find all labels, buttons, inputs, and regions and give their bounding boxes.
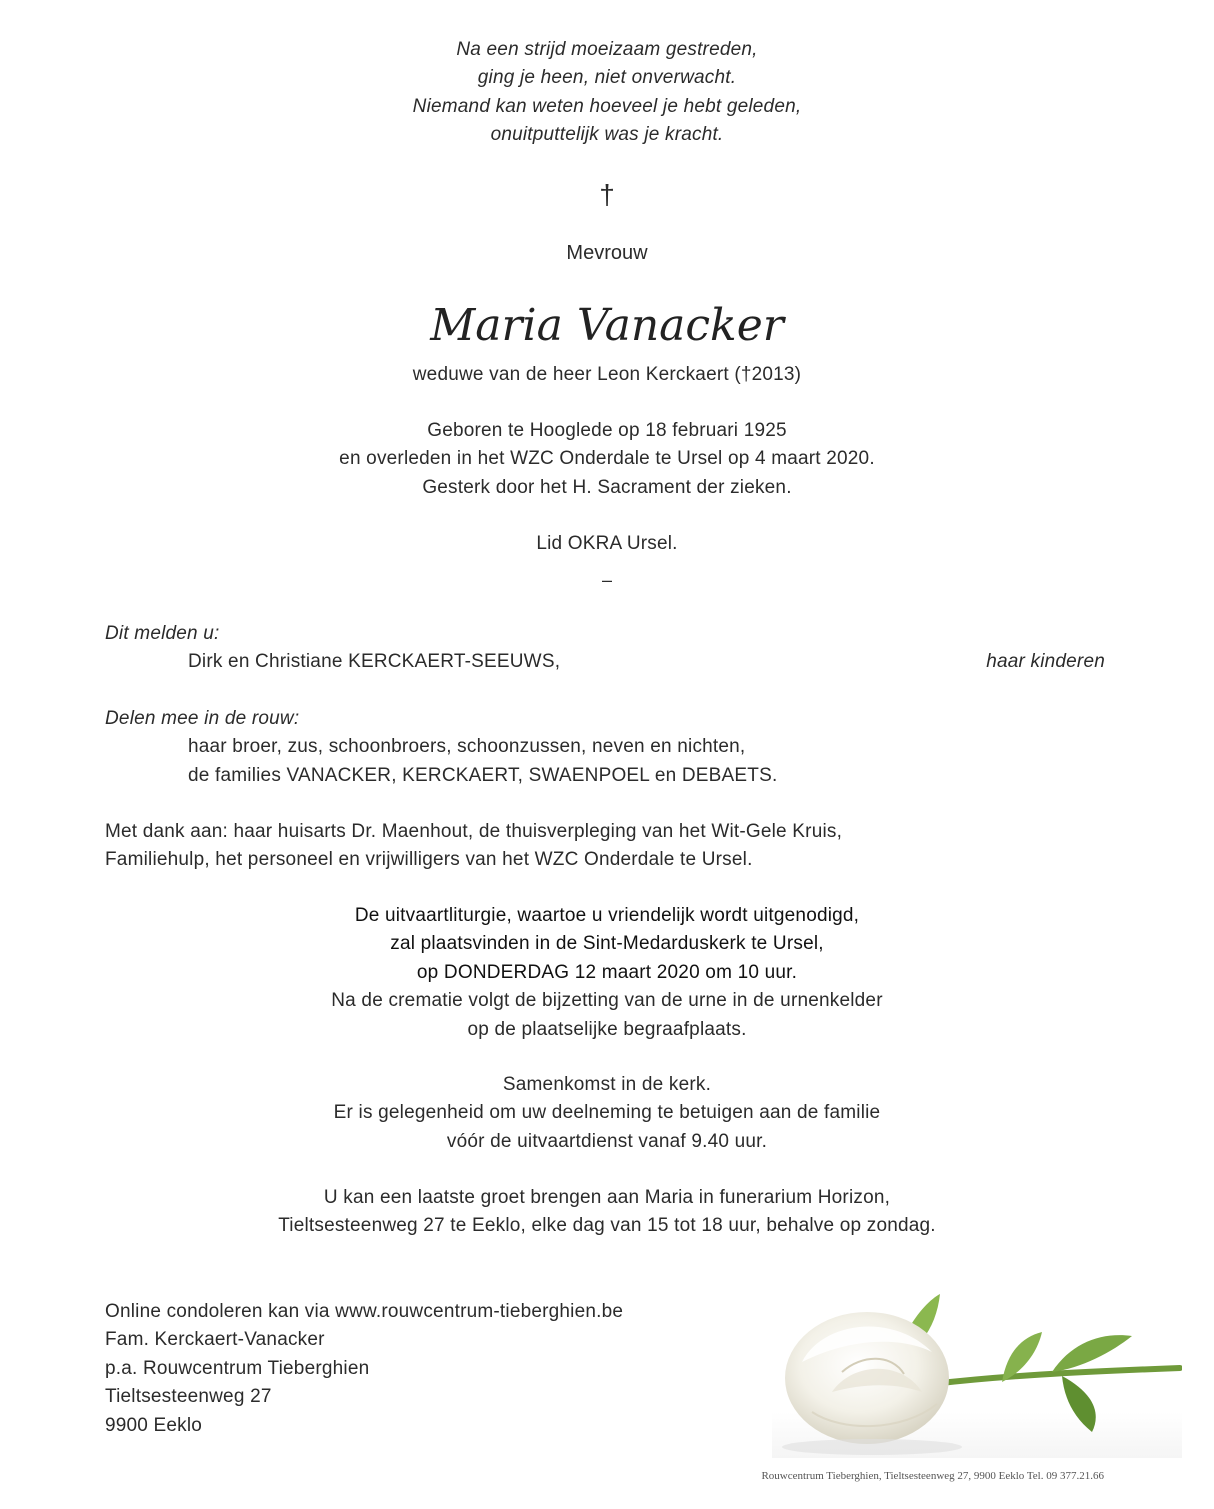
funeral-line: Na de crematie volgt de bijzetting van de urne in de urnenkelder [331,990,883,1012]
poem-line: onuitputtelijk was je kracht. [490,124,724,146]
announcers-heading: Dit melden u: [105,623,220,644]
contact-line: Tieltsesteenweg 27 [105,1386,272,1408]
mourning-line: haar broer, zus, schoonbroers, schoonzussen, neven en nichten, [188,736,746,758]
separator: – [601,570,612,590]
poem-line: Na een strijd moeizaam gestreden, [456,39,758,60]
funeral-highlight-line: op DONDERDAG 12 maart 2020 om 10 uur. [416,961,798,983]
announcers-row [105,648,1105,676]
birth-death-block [0,417,1214,502]
announcers-block [105,620,1105,677]
funeral-block [0,902,1214,1044]
mourning-block [105,705,1105,790]
birth-death-line: en overleden in het WZC Onderdale te Ursel op 4 maart 2020. [339,448,875,470]
poem-line: ging je heen, niet onverwacht. [477,67,737,89]
meeting-line: vóór de uitvaartdienst vanaf 9.40 uur. [446,1130,768,1152]
farewell-line: Tieltsesteenweg 27 te Eeklo, elke dag van 15 tot 18 uur, behalve op zondag. [278,1215,936,1237]
poem [0,36,1214,150]
birth-death-line: Geboren te Hooglede op 18 februari 1925 [427,420,787,441]
farewell-block [0,1184,1214,1241]
funeral-highlight-line: De uitvaartliturgie, waartoe u vriendelijk wordt uitgenodigd, [354,905,860,926]
thanks-line: Met dank aan: haar huisarts Dr. Maenhout, de thuisverpleging van het Wit-Gele Kruis, [105,821,843,842]
mourning-heading: Delen mee in de rouw: [105,708,300,729]
contact-line: 9900 Eeklo [105,1414,203,1436]
condolence-link[interactable]: Online condoleren kan via www.rouwcentrum-tieberghien.be [105,1301,624,1322]
farewell-line: U kan een laatste groet brengen aan Maria in funerarium Horizon, [323,1187,891,1208]
spouse-line: weduwe van de heer Leon Kerckaert (†2013) [412,364,802,385]
thanks-line: Familiehulp, het personeel en vrijwilligers van het WZC Onderdale te Ursel. [105,849,753,871]
footer: Rouwcentrum Tieberghien, Tieltsesteenweg 27, 9900 Eeklo Tel. 09 377.21.66 [761,1470,1104,1482]
meeting-block [0,1071,1214,1156]
announcers-relation: haar kinderen [986,651,1105,673]
meeting-line: Er is gelegenheid om uw deelneming te betuigen aan de familie [333,1102,881,1124]
deceased-name: Maria Vanacker [430,300,784,351]
funeral-highlight-line: zal plaatsvinden in de Sint-Medarduskerk te Ursel, [390,933,824,955]
white-rose-image [772,1292,1182,1458]
thanks-block [105,818,1105,875]
contact-line: Fam. Kerckaert-Vanacker [105,1329,325,1351]
mourning-line: de families VANACKER, KERCKAERT, SWAENPOEL en DEBAETS. [188,764,778,786]
title: Mevrouw [566,242,648,264]
poem-line: Niemand kan weten hoeveel je hebt geleden, [412,95,802,117]
cross-icon: † [599,179,615,210]
contact-line: p.a. Rouwcentrum Tieberghien [105,1357,370,1379]
membership: Lid OKRA Ursel. [536,533,678,554]
funeral-line: op de plaatselijke begraafplaats. [467,1018,747,1040]
meeting-line: Samenkomst in de kerk. [502,1074,712,1095]
announcers-names: Dirk en Christiane KERCKAERT-SEEUWS, [188,651,561,673]
birth-death-line: Gesterk door het H. Sacrament der zieken. [422,476,792,498]
